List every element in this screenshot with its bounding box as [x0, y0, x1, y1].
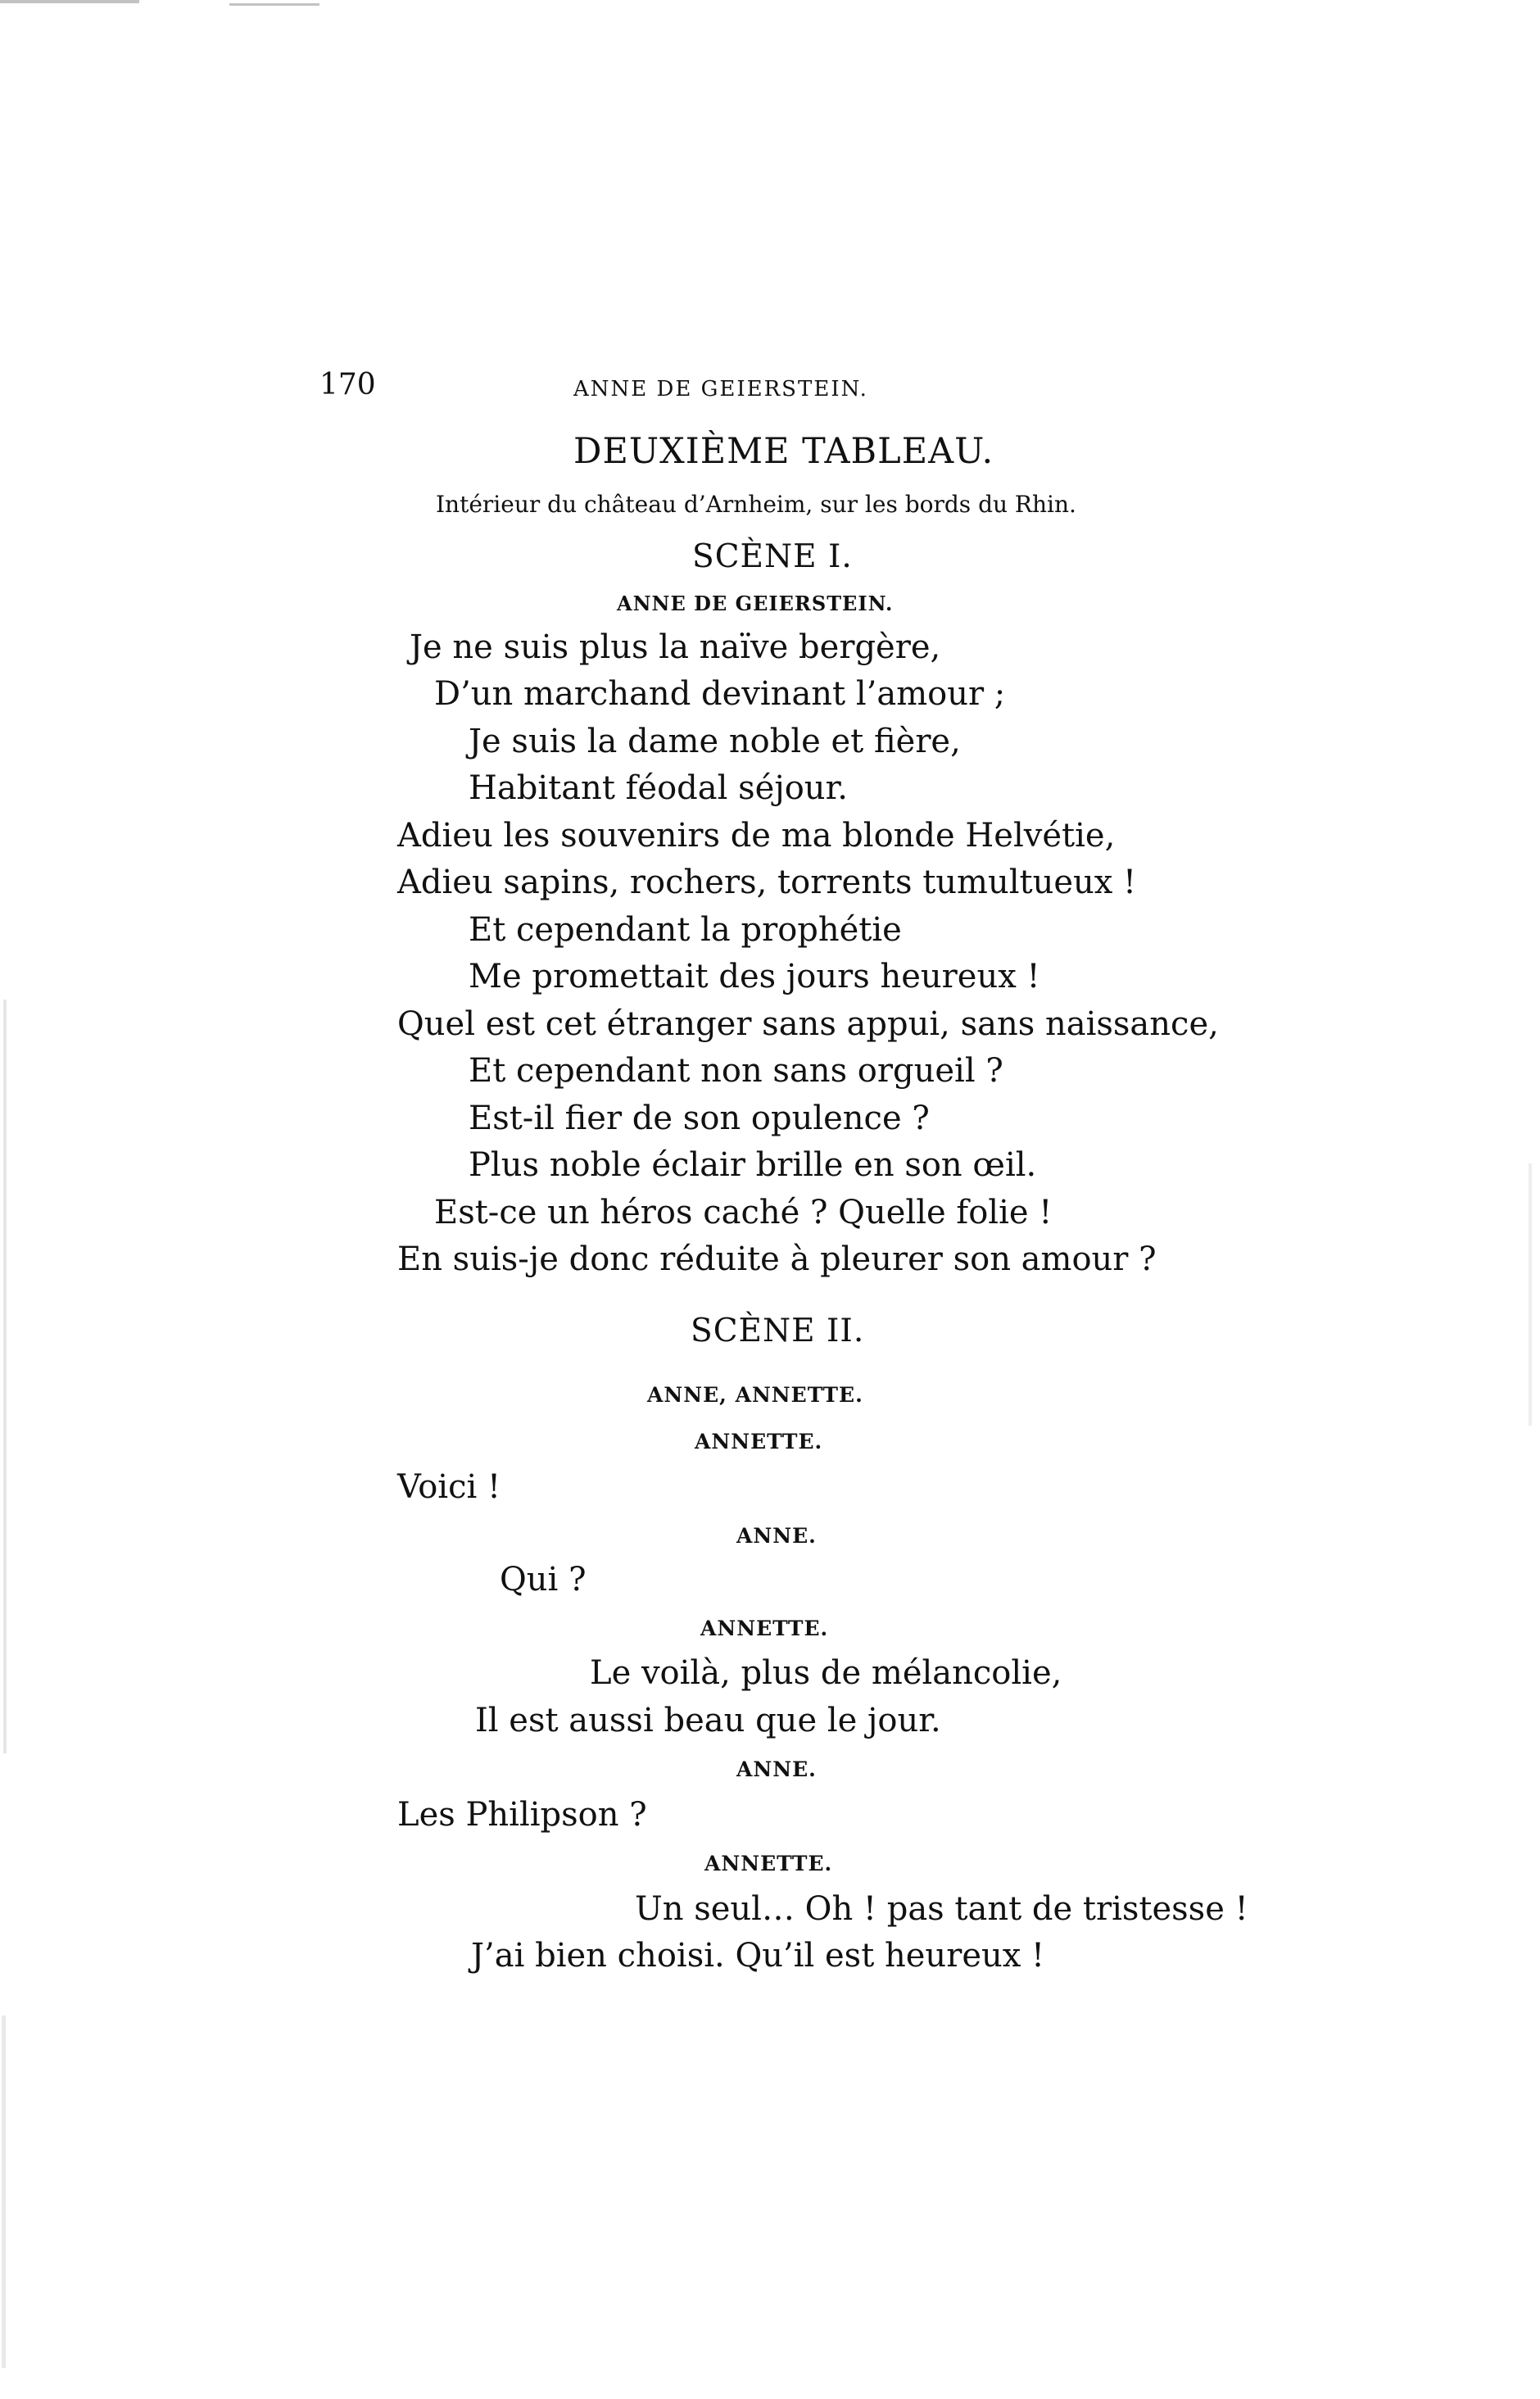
speaker-annette: ANNETTE.	[700, 1617, 829, 1640]
dialogue-line: Un seul… Oh ! pas tant de tristesse !	[635, 1890, 1248, 1928]
dialogue-line: Qui ?	[500, 1561, 587, 1599]
scene-two-characters: ANNE, ANNETTE.	[647, 1383, 863, 1407]
verse-line: Est-il fier de son opulence ?	[469, 1100, 930, 1137]
dialogue-line: J’ai bien choisi. Qu’il est heureux !	[471, 1937, 1045, 1975]
dialogue-line: Voici !	[397, 1468, 501, 1506]
verse-line: Habitant féodal séjour.	[469, 769, 849, 807]
verse-line: Quel est cet étranger sans appui, sans naissance,	[397, 1005, 1219, 1043]
dialogue-line: Les Philipson ?	[397, 1796, 647, 1834]
dialogue-line: Le voilà, plus de mélancolie,	[590, 1654, 1062, 1692]
right-edge-speckle	[1529, 1163, 1532, 1426]
left-edge-speckle	[2, 2016, 6, 2368]
dialogue-line: Il est aussi beau que le jour.	[475, 1702, 941, 1739]
scene-two-title: SCÈNE II.	[691, 1313, 865, 1349]
verse-line: Et cependant non sans orgueil ?	[469, 1052, 1003, 1090]
tableau-title: DEUXIÈME TABLEAU.	[573, 431, 994, 472]
speaker-anne: ANNE.	[736, 1524, 817, 1548]
top-edge-ink-mark	[0, 0, 139, 3]
verse-line: Plus noble éclair brille en son œil.	[469, 1146, 1037, 1184]
speaker-annette: ANNETTE.	[695, 1430, 823, 1453]
verse-line: Est-ce un héros caché ? Quelle folie !	[434, 1194, 1053, 1231]
scene-one-speaker: ANNE DE GEIERSTEIN.	[617, 592, 894, 615]
speaker-anne: ANNE.	[736, 1757, 817, 1781]
verse-line: Je suis la dame noble et fière,	[469, 723, 961, 760]
speaker-annette: ANNETTE.	[704, 1852, 833, 1875]
tableau-subtitle: Intérieur du château d’Arnheim, sur les bords du Rhin.	[436, 491, 1076, 518]
running-title: ANNE DE GEIERSTEIN.	[573, 377, 868, 401]
left-edge-speckle	[3, 1000, 7, 1753]
verse-line: D’un marchand devinant l’amour ;	[434, 675, 1006, 713]
verse-line: Je ne suis plus la naïve bergère,	[410, 628, 941, 666]
scene-one-title: SCÈNE I.	[692, 538, 853, 575]
page-number: 170	[319, 368, 376, 401]
verse-line: Adieu sapins, rochers, torrents tumultueux !	[397, 864, 1137, 901]
verse-line: Me promettait des jours heureux !	[469, 958, 1040, 995]
top-edge-ink-mark	[229, 3, 319, 6]
verse-line: Adieu les souvenirs de ma blonde Helvétie,	[397, 817, 1116, 855]
verse-line: En suis-je donc réduite à pleurer son amour ?	[397, 1240, 1157, 1278]
verse-line: Et cependant la prophétie	[469, 911, 902, 949]
